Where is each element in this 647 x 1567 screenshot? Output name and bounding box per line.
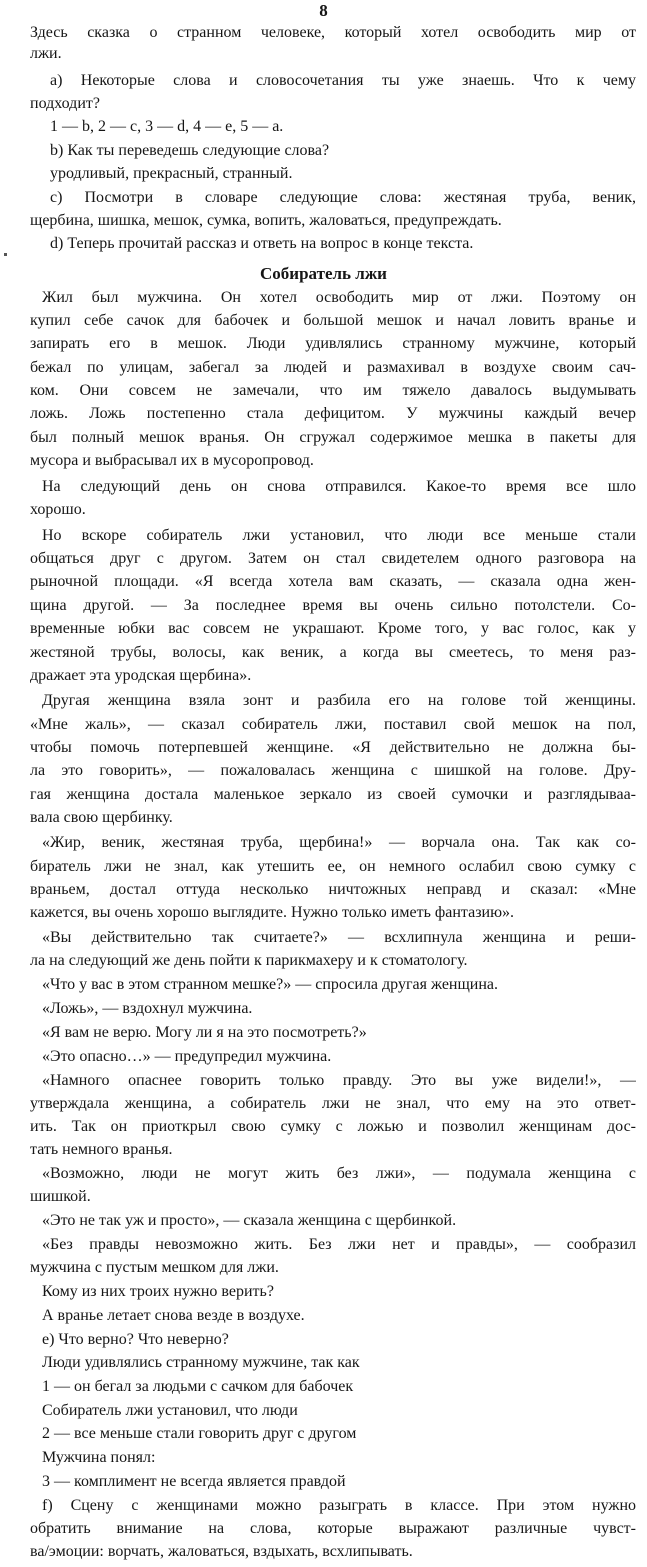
task-e-line: Собиратель лжи установил, что люди: [42, 1402, 298, 1419]
story-line: «Это не так уж и просто», — сказала женщина с щербинкой.: [42, 1212, 457, 1229]
story-line: купил себе сачок для бабочек и большой мешок и начал ловить вранье и: [30, 312, 636, 329]
intro-line: лжи.: [30, 45, 62, 62]
story-line: «Мне жаль», — сказал собиратель лжи, поставил свой мешок на пол,: [30, 716, 636, 733]
story-line: щина другой. — За последнее время вы очень сильно потолстели. Со-: [30, 597, 636, 614]
margin-mark: [4, 253, 7, 256]
story-line: «Что у вас в этом странном мешке?» — спросила другая женщина.: [42, 976, 499, 993]
story-line: ла на следующий же день пойти к парикмахеру и к стоматологу.: [30, 952, 468, 969]
task-a: подходит?: [30, 95, 100, 112]
story-line: мусора и выбрасывал их в мусоропровод.: [30, 452, 314, 469]
story-line: «Ложь», — вздохнул мужчина.: [42, 1000, 253, 1017]
story-line: жестяной трубы, волосы, как веник, а когда вы смеетесь, то меня раз-: [30, 644, 636, 661]
story-line: хорошо.: [30, 501, 86, 518]
story-line: ить. Так он приоткрыл свою сумку с ложью и позволил женщинам дос-: [30, 1118, 636, 1135]
task-c: c) Посмотри в словаре следующие слова: жестяная труба, веник,: [50, 189, 636, 206]
task-f: обратить внимание на слова, которые выражают различные чувст-: [30, 1520, 636, 1537]
story-line: На следующий день он снова отправился. Какое-то время все шло: [42, 478, 636, 495]
story-line: утверждала женщина, а собиратель лжи не знал, что ему на это ответ-: [30, 1095, 636, 1112]
page-number: 8: [319, 1, 328, 20]
task-a: a) Некоторые слова и словосочетания ты уже знаешь. Что к чему: [50, 72, 636, 89]
story-line: гая женщина достала маленькое зеркало из своей сумочки и разглядываа-: [30, 786, 636, 803]
story-line: ложь. Ложь постепенно стала дефицитом. У мужчины каждый вечер: [30, 405, 636, 422]
story-line: А вранье летает снова везде в воздухе.: [42, 1307, 305, 1324]
story-title: Собиратель лжи: [260, 264, 387, 283]
story-line: враньем, достал оттуда несколько ничтожных неправд и сказал: «Мне: [30, 881, 636, 898]
story-line: мужчина с пустым мешком для лжи.: [30, 1259, 279, 1276]
story-line: чтобы помочь потерпевшей женщине. «Я действительно не должна бы-: [30, 739, 636, 756]
story-line: кажется, вы очень хорошо выглядите. Нужно только иметь фантазию».: [30, 904, 515, 921]
story-line: «Жир, веник, жестяная труба, щербина!» — ворчала она. Так как со-: [42, 834, 636, 851]
story-line: «Намного опаснее говорить только правду. Это вы уже видели!», —: [42, 1072, 636, 1089]
story-line: шишкой.: [30, 1188, 91, 1205]
task-e-line: 1 — он бегал за людьми с сачком для бабочек: [42, 1378, 354, 1395]
story-line: «Без правды невозможно жить. Без лжи нет и правды», — сообразил: [42, 1236, 636, 1253]
story-line: «Вы действительно так считаете?» — всхлипнула женщина и реши-: [42, 929, 636, 946]
story-question: Кому из них троих нужно верить?: [42, 1283, 274, 1300]
story-line: «Возможно, люди не могут жить без лжи», — подумала женщина с: [42, 1165, 636, 1182]
story-line: Жил был мужчина. Он хотел освободить мир от лжи. Поэтому он: [42, 289, 636, 306]
task-e: e) Что верно? Что неверно?: [42, 1331, 229, 1348]
story-line: общаться друг с другом. Затем он стал свидетелем одного разговора на: [30, 550, 636, 567]
task-e-line: Люди удивлялись странному мужчине, так как: [42, 1354, 360, 1371]
task-b-words: уродливый, прекрасный, странный.: [50, 165, 293, 182]
task-e-line: Мужчина понял:: [42, 1449, 156, 1466]
task-e-line: 2 — все меньше стали говорить друг с другом: [42, 1425, 357, 1442]
task-a-answers: 1 — b, 2 — c, 3 — d, 4 — e, 5 — a.: [50, 118, 284, 135]
story-line: «Это опасно…» — предупредил мужчина.: [42, 1048, 332, 1065]
story-line: вала свою щербинку.: [30, 809, 173, 826]
story-line: «Я вам не верю. Могу ли я на это посмотреть?»: [42, 1024, 367, 1041]
story-line: бежал по улицам, забегал за людей и размахивал в воздухе своим сач-: [30, 359, 636, 376]
story-line: ком. Они совсем не замечали, что им тяжело давалось выдумывать: [30, 382, 636, 399]
story-line: Но вскоре собиратель лжи установил, что люди все меньше стали: [42, 527, 636, 544]
story-line: ла это говорить», — пожаловалась женщина с шишкой на голове. Дру-: [30, 762, 636, 779]
story-line: Другая женщина взяла зонт и разбила его на голове той женщины.: [42, 692, 636, 709]
story-line: рыночной площади. «Я всегда хотела вам сказать, — сказала одна жен-: [30, 573, 636, 590]
story-line: тать немного вранья.: [30, 1141, 173, 1158]
story-line: временные юбки вас совсем не украшают. Кроме того, у вас голос, как у: [30, 620, 636, 637]
task-d: d) Теперь прочитай рассказ и ответь на вопрос в конце текста.: [50, 235, 474, 252]
task-f: f) Сцену с женщинами можно разыграть в классе. При этом нужно: [42, 1497, 636, 1514]
task-e-line: 3 — комплимент не всегда является правдой: [42, 1473, 346, 1490]
story-line: запирать его в мешок. Люди удивлялись странному мужчине, который: [30, 335, 636, 352]
story-line: биратель лжи не знал, как утешить ее, он немного ослабил свою сумку с: [30, 858, 636, 875]
intro-line: Здесь сказка о странном человеке, который хотел освободить мир от: [30, 24, 636, 41]
task-b: b) Как ты переведешь следующие слова?: [50, 142, 330, 159]
task-f: ва/эмоции: ворчать, жаловаться, вздыхать, всхлипывать.: [30, 1543, 413, 1560]
task-c: щербина, шишка, мешок, сумка, вопить, жаловаться, предупреждать.: [30, 212, 502, 229]
story-line: дражает эта уродская щербина».: [30, 667, 252, 684]
story-line: был полный мешок вранья. Он сгружал содержимое мешка в пакеты для: [30, 429, 636, 446]
